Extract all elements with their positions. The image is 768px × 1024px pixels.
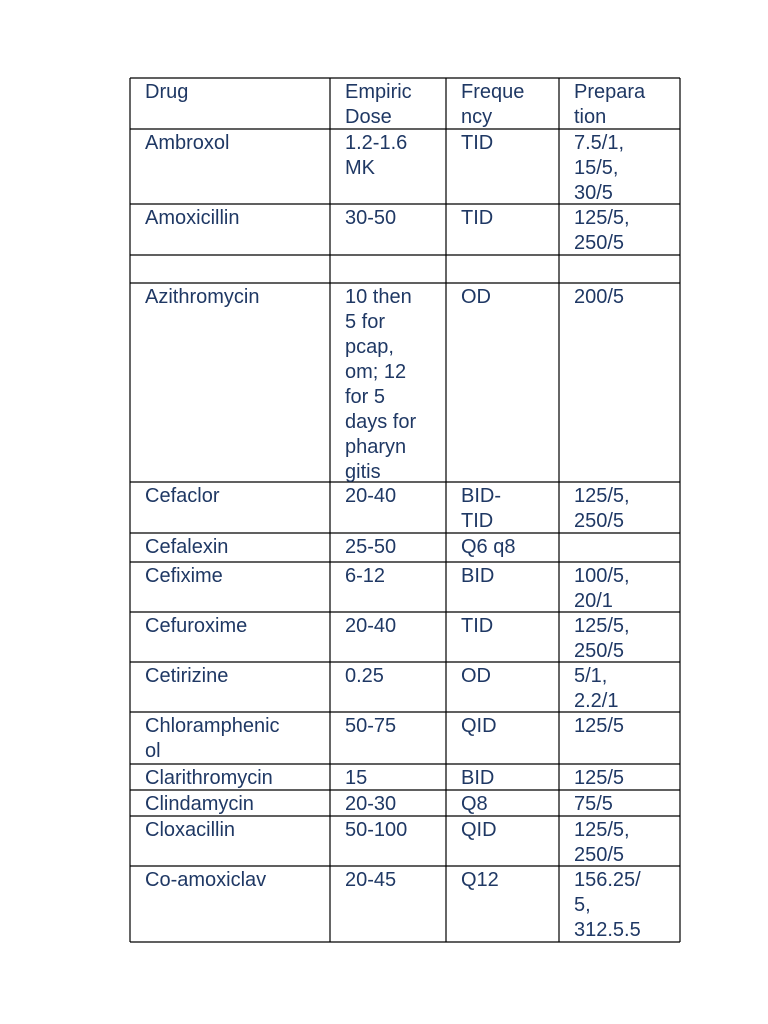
cell-drug: Clindamycin xyxy=(145,793,254,815)
cell-preparation: 125/5, 250/5 xyxy=(574,819,630,866)
cell-empiric-dose: 0.25 xyxy=(345,665,384,687)
cell-preparation: 156.25/ 5, 312.5.5 xyxy=(574,869,641,941)
cell-empiric-dose: 30-50 xyxy=(345,207,397,229)
cell-empiric-dose: 50-100 xyxy=(345,819,408,841)
cell-empiric-dose: 6-12 xyxy=(345,565,386,587)
cell-frequency: TID xyxy=(461,132,494,154)
cell-drug: Azithromycin xyxy=(145,286,260,308)
cell-preparation: 125/5, 250/5 xyxy=(574,207,630,254)
cell-drug: Amoxicillin xyxy=(145,207,240,229)
cell-drug: Cefalexin xyxy=(145,536,229,558)
cell-drug: Cloxacillin xyxy=(145,819,236,841)
cell-frequency: TID xyxy=(461,207,494,229)
cell-preparation: 7.5/1, 15/5, 30/5 xyxy=(574,132,625,204)
cell-drug: Chloramphenic ol xyxy=(145,715,280,762)
header-drug: Drug xyxy=(145,81,189,103)
header-preparation: Prepara tion xyxy=(574,81,646,128)
cell-frequency: Q6 q8 xyxy=(461,536,516,558)
cell-frequency: QID xyxy=(461,819,497,841)
cell-empiric-dose: 10 then 5 for pcap, om; 12 for 5 days for pharyn gitis xyxy=(345,286,417,483)
cell-drug: Cefixime xyxy=(145,565,223,587)
cell-frequency: QID xyxy=(461,715,497,737)
cell-empiric-dose: 50-75 xyxy=(345,715,397,737)
cell-frequency: OD xyxy=(461,286,491,308)
cell-frequency: Q12 xyxy=(461,869,499,891)
cell-drug: Ambroxol xyxy=(145,132,230,154)
cell-empiric-dose: 20-40 xyxy=(345,615,397,637)
cell-drug: Cefuroxime xyxy=(145,615,248,637)
cell-frequency: BID xyxy=(461,767,495,789)
cell-drug: Clarithromycin xyxy=(145,767,273,789)
cell-preparation: 125/5 xyxy=(574,715,625,737)
cell-preparation: 100/5, 20/1 xyxy=(574,565,630,612)
cell-frequency: BID- TID xyxy=(461,485,501,532)
cell-frequency: OD xyxy=(461,665,491,687)
header-empiric-dose: Empiric Dose xyxy=(345,81,412,128)
cell-frequency: TID xyxy=(461,615,494,637)
cell-preparation: 75/5 xyxy=(574,793,613,815)
cell-drug: Co-amoxiclav xyxy=(145,869,267,891)
cell-empiric-dose: 15 xyxy=(345,767,368,789)
cell-preparation: 5/1, 2.2/1 xyxy=(574,665,619,712)
cell-empiric-dose: 25-50 xyxy=(345,536,397,558)
cell-preparation: 125/5 xyxy=(574,767,625,789)
cell-preparation: 125/5, 250/5 xyxy=(574,615,630,662)
header-frequency: Freque ncy xyxy=(461,81,525,128)
cell-preparation: 200/5 xyxy=(574,286,625,308)
cell-frequency: Q8 xyxy=(461,793,488,815)
cell-drug: Cetirizine xyxy=(145,665,229,687)
cell-empiric-dose: 20-30 xyxy=(345,793,397,815)
cell-empiric-dose: 20-40 xyxy=(345,485,397,507)
cell-empiric-dose: 20-45 xyxy=(345,869,397,891)
cell-preparation: 125/5, 250/5 xyxy=(574,485,630,532)
cell-empiric-dose: 1.2-1.6 MK xyxy=(345,132,408,179)
cell-drug: Cefaclor xyxy=(145,485,220,507)
cell-frequency: BID xyxy=(461,565,495,587)
